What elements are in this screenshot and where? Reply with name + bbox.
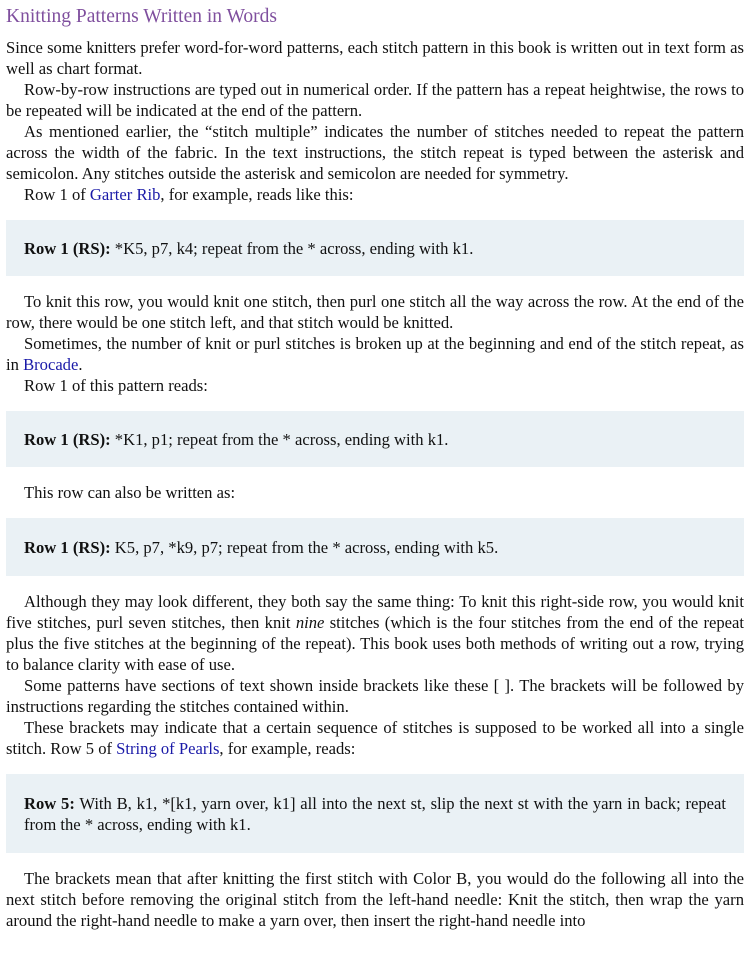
- row-label: Row 5:: [24, 793, 75, 813]
- text-segment: Row 1 of: [24, 185, 90, 204]
- text-segment: , for example, reads:: [219, 739, 356, 758]
- paragraph-stitch-multiple: As mentioned earlier, the “stitch multiple” indicates the number of stitches needed to repeat the pattern across the width of the fabric. In the text instructions, the stitch repeat is typed between the asterisk and semicolon. Any stitches outside the asterisk and semicolon are needed for symmetry.: [6, 122, 744, 183]
- emphasis-nine: nine: [295, 613, 325, 632]
- link-string-of-pearls[interactable]: String of Pearls: [116, 739, 220, 758]
- pattern-instruction: [24, 429, 726, 450]
- pattern-box-garter-rib-row-1: [6, 220, 744, 276]
- paragraph-alternate-writing: This row can also be written as:: [24, 483, 236, 502]
- pattern-instruction: [24, 537, 726, 558]
- text-segment: Sometimes, the number of knit or purl stitches is broken up at the beginning and end of the stitch repeat, as in: [6, 334, 744, 374]
- text-segment: stitches (which is the four stitches from the end of the repeat plus the five stitches at the beginning of the repeat). This book uses both methods of writing out a row, trying to balance clarity with ease of use.: [6, 613, 744, 674]
- text-segment: .: [78, 355, 83, 374]
- text-segment: These brackets may indicate that a certain sequence of stitches is supposed to be worked all into a single stitch. Row 5 of: [6, 718, 744, 758]
- row-label: Row 1 (RS):: [24, 238, 111, 258]
- pattern-box-brocade-row-1-alt: [6, 518, 744, 576]
- row-label: Row 1 (RS):: [24, 537, 111, 557]
- link-garter-rib[interactable]: Garter Rib: [89, 185, 161, 204]
- paragraph-brocade-intro: [6, 333, 744, 375]
- pattern-instruction: [24, 238, 726, 259]
- paragraph-brackets-intro: Some patterns have sections of text shown inside brackets like these [ ]. The brackets will be followed by instructions regarding the stitches contained within.: [6, 676, 744, 716]
- row-instruction-text: With B, k1, *[k1, yarn over, k1] all into the next st, slip the next st with the yarn in back; repeat from the * across, ending with k1.: [24, 793, 726, 834]
- pattern-box-brocade-row-1: [6, 411, 744, 467]
- page-title: Knitting Patterns Written in Words: [6, 6, 277, 27]
- pattern-box-string-of-pearls-row-5: [6, 774, 744, 853]
- paragraph-string-of-pearls-intro: [6, 717, 744, 759]
- text-segment: Although they may look different, they both say the same thing: To knit this right-side row, you would knit five stitches, purl seven stitches, then knit: [6, 592, 744, 632]
- paragraph-same-thing: [6, 591, 744, 675]
- paragraph-brackets-meaning: The brackets mean that after knitting the first stitch with Color B, you would do the following all into the next stitch before removing the original stitch from the left-hand needle: Knit the stitch, then wrap the yarn around the right-hand needle to make a yarn over, then insert the right-hand needle into: [6, 869, 744, 930]
- row-instruction-text: *K5, p7, k4; repeat from the * across, ending with k1.: [110, 238, 474, 258]
- row-label: Row 1 (RS):: [24, 429, 111, 449]
- paragraph-knit-explanation: To knit this row, you would knit one stitch, then purl one stitch all the way across the row. At the end of the row, there would be one stitch left, and that stitch would be knitted.: [6, 292, 744, 332]
- paragraph-garter-rib-intro: [6, 184, 744, 205]
- text-segment: , for example, reads like this:: [160, 185, 354, 204]
- paragraph-intro: Since some knitters prefer word-for-word patterns, each stitch pattern in this book is written out in text form as well as chart format.: [6, 38, 744, 78]
- row-instruction-text: K5, p7, *k9, p7; repeat from the * across, ending with k5.: [110, 537, 499, 557]
- row-instruction-text: *K1, p1; repeat from the * across, ending with k1.: [110, 429, 449, 449]
- link-brocade[interactable]: Brocade: [23, 355, 79, 374]
- paragraph-row-by-row: Row-by-row instructions are typed out in numerical order. If the pattern has a repeat heightwise, the rows to be repeated will be indicated at the end of the pattern.: [6, 80, 744, 120]
- pattern-instruction: [24, 793, 726, 835]
- paragraph-row-1-reads: Row 1 of this pattern reads:: [24, 376, 208, 395]
